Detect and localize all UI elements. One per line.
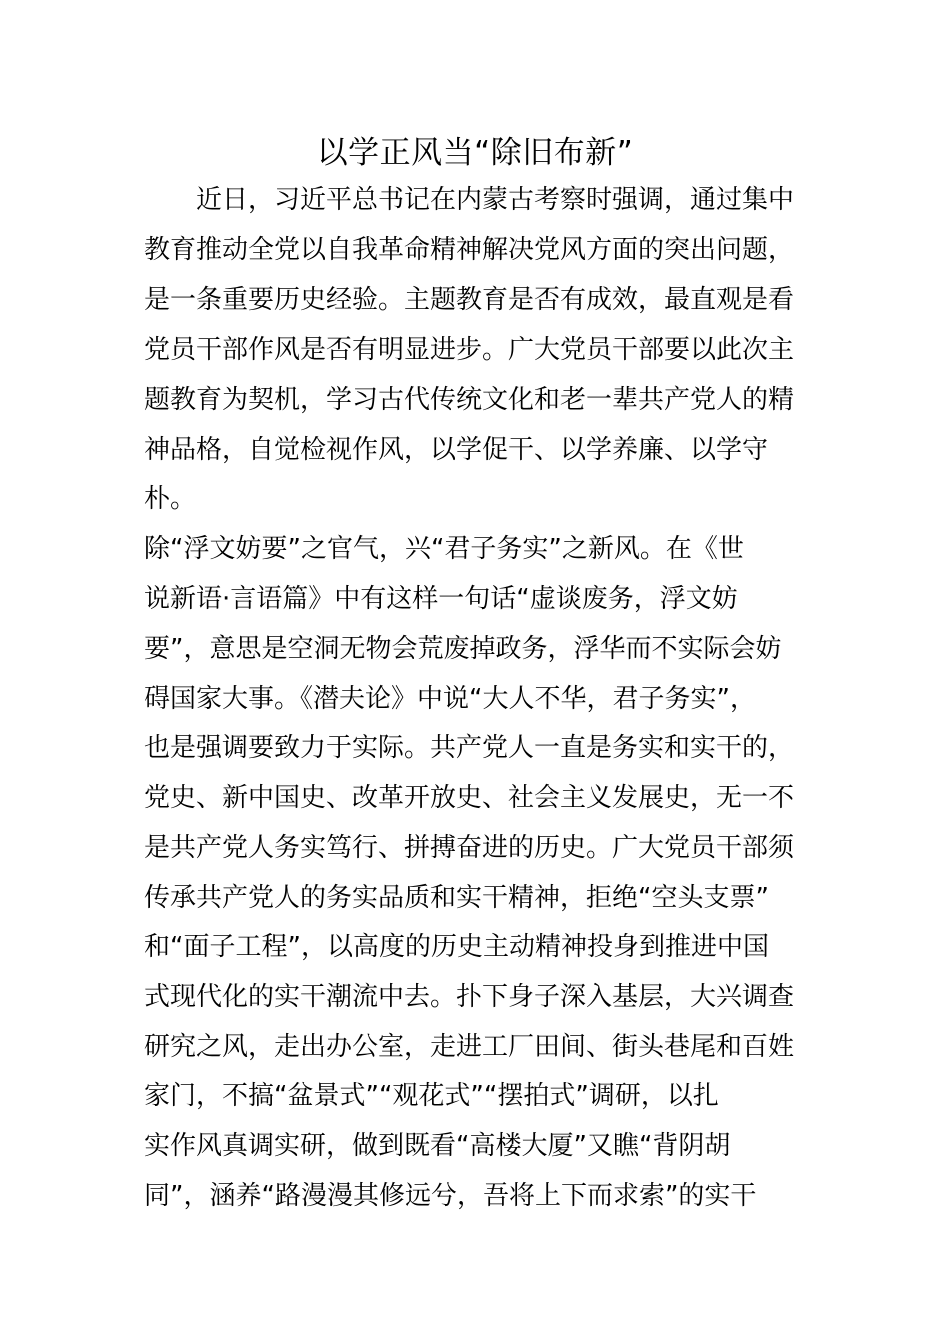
body-line: 题教育为契机，学习古代传统文化和老一辈共产党人的精: [144, 385, 795, 415]
body-line: 家门，不搞“盆景式”“观花式”“摆拍式”调研，以扎: [144, 1081, 719, 1111]
body-line: 说新语·言语篇》中有这样一句话“虚谈废务，浮文妨: [144, 584, 738, 614]
document-title: 以学正风当“除旧布新”: [316, 135, 634, 171]
body-line: 朴。: [144, 484, 197, 514]
body-line: 是一条重要历史经验。主题教育是否有成效，最直观是看: [144, 285, 795, 315]
body-line: 也是强调要致力于实际。共产党人一直是务实和实干的，: [144, 733, 795, 763]
body-line: 碍国家大事。《潜夫论》中说“大人不华，君子务实”，: [144, 684, 756, 714]
body-line: 党史、新中国史、改革开放史、社会主义发展史，无一不: [144, 783, 795, 813]
body-line: 是共产党人务实笃行、拼搏奋进的历史。广大党员干部须: [144, 833, 795, 863]
body-line: 研究之风，走出办公室，走进工厂田间、街头巷尾和百姓: [144, 1032, 795, 1062]
body-line: 要”，意思是空洞无物会荒废掉政务，浮华而不实际会妨: [144, 634, 782, 664]
body-line: 实作风真调实研，做到既看“高楼大厦”又瞧“背阴胡: [144, 1131, 731, 1161]
body-line: 传承共产党人的务实品质和实干精神，拒绝“空头支票”: [144, 883, 769, 913]
body-line: 同”，涵养“路漫漫其修远兮，吾将上下而求索”的实干: [144, 1181, 757, 1211]
body-line: 近日，习近平总书记在内蒙古考察时强调，通过集中: [144, 185, 795, 215]
body-line: 除“浮文妨要”之官气，兴“君子务实”之新风。在《世: [144, 534, 744, 564]
body-line: 神品格，自觉检视作风，以学促干、以学养廉、以学守: [144, 435, 769, 465]
body-line: 和“面子工程”，以高度的历史主动精神投身到推进中国: [144, 932, 769, 962]
body-line: 教育推动全党以自我革命精神解决党风方面的突出问题，: [144, 235, 795, 265]
body-line: 党员干部作风是否有明显进步。广大党员干部要以此次主: [144, 335, 795, 365]
body-line: 式现代化的实干潮流中去。扑下身子深入基层，大兴调查: [144, 982, 795, 1012]
